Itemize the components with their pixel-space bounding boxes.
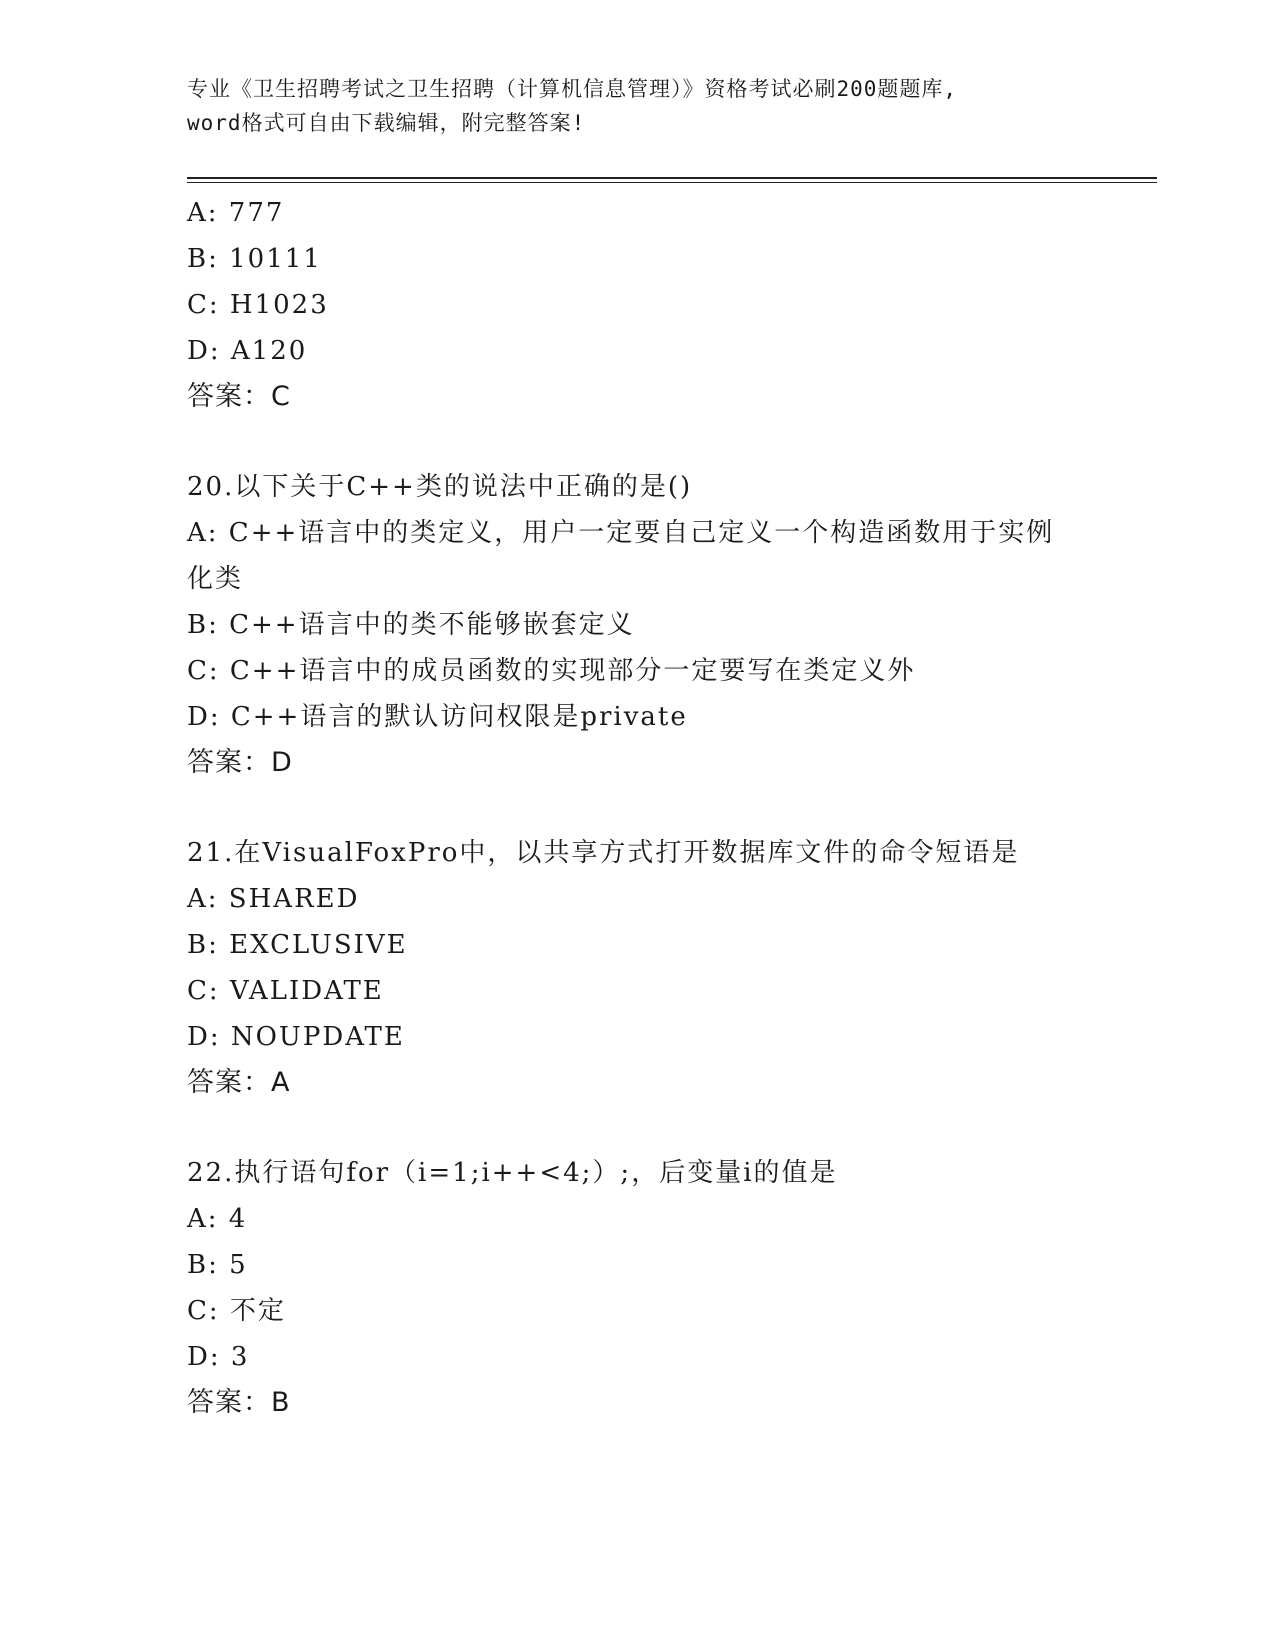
question-20 (187, 464, 1087, 786)
option-b: B: 10111 (187, 244, 322, 274)
option-b: B: C++语言中的类不能够嵌套定义 (187, 610, 635, 640)
answer: 答案：C (187, 381, 291, 412)
option-a-continued: 化类 (187, 564, 244, 594)
option-c: C: VALIDATE (187, 976, 384, 1006)
option-d: D: 3 (187, 1342, 250, 1372)
question-19-options (187, 190, 1087, 420)
option-c: C: H1023 (187, 290, 329, 320)
document-header (187, 72, 1087, 140)
spacer (187, 420, 1087, 464)
option-b: B: 5 (187, 1250, 248, 1280)
question-title: 21.在VisualFoxPro中，以共享方式打开数据库文件的命令短语是 (187, 838, 1020, 868)
question-title: 22.执行语句for（i=1;i++<4;）;，后变量i的值是 (187, 1158, 838, 1188)
option-d: D: C++语言的默认访问权限是private (187, 702, 688, 732)
option-b: B: EXCLUSIVE (187, 930, 408, 960)
option-a: A: 4 (187, 1204, 248, 1234)
answer: 答案：D (187, 747, 293, 778)
option-a: A: SHARED (187, 884, 360, 914)
answer: 答案：A (187, 1067, 291, 1098)
option-a: A: C++语言中的类定义，用户一定要自己定义一个构造函数用于实例 (187, 518, 1055, 548)
header-divider-bottom (187, 182, 1157, 183)
option-d: D: A120 (187, 336, 308, 366)
question-list (187, 190, 1087, 1426)
option-c: C: C++语言中的成员函数的实现部分一定要写在类定义外 (187, 656, 916, 686)
option-a: A: 777 (187, 198, 285, 228)
header-line-1: 专业《卫生招聘考试之卫生招聘（计算机信息管理）》资格考试必刷200题题库, (187, 77, 958, 101)
header-divider-top (187, 177, 1157, 179)
option-d: D: NOUPDATE (187, 1022, 405, 1052)
question-21 (187, 830, 1087, 1106)
spacer (187, 1106, 1087, 1150)
option-c: C: 不定 (187, 1296, 286, 1326)
question-title: 20.以下关于C++类的说法中正确的是() (187, 472, 693, 502)
header-line-2: word格式可自由下载编辑，附完整答案! (187, 111, 586, 135)
spacer (187, 786, 1087, 830)
question-22 (187, 1150, 1087, 1426)
answer: 答案：B (187, 1387, 291, 1418)
